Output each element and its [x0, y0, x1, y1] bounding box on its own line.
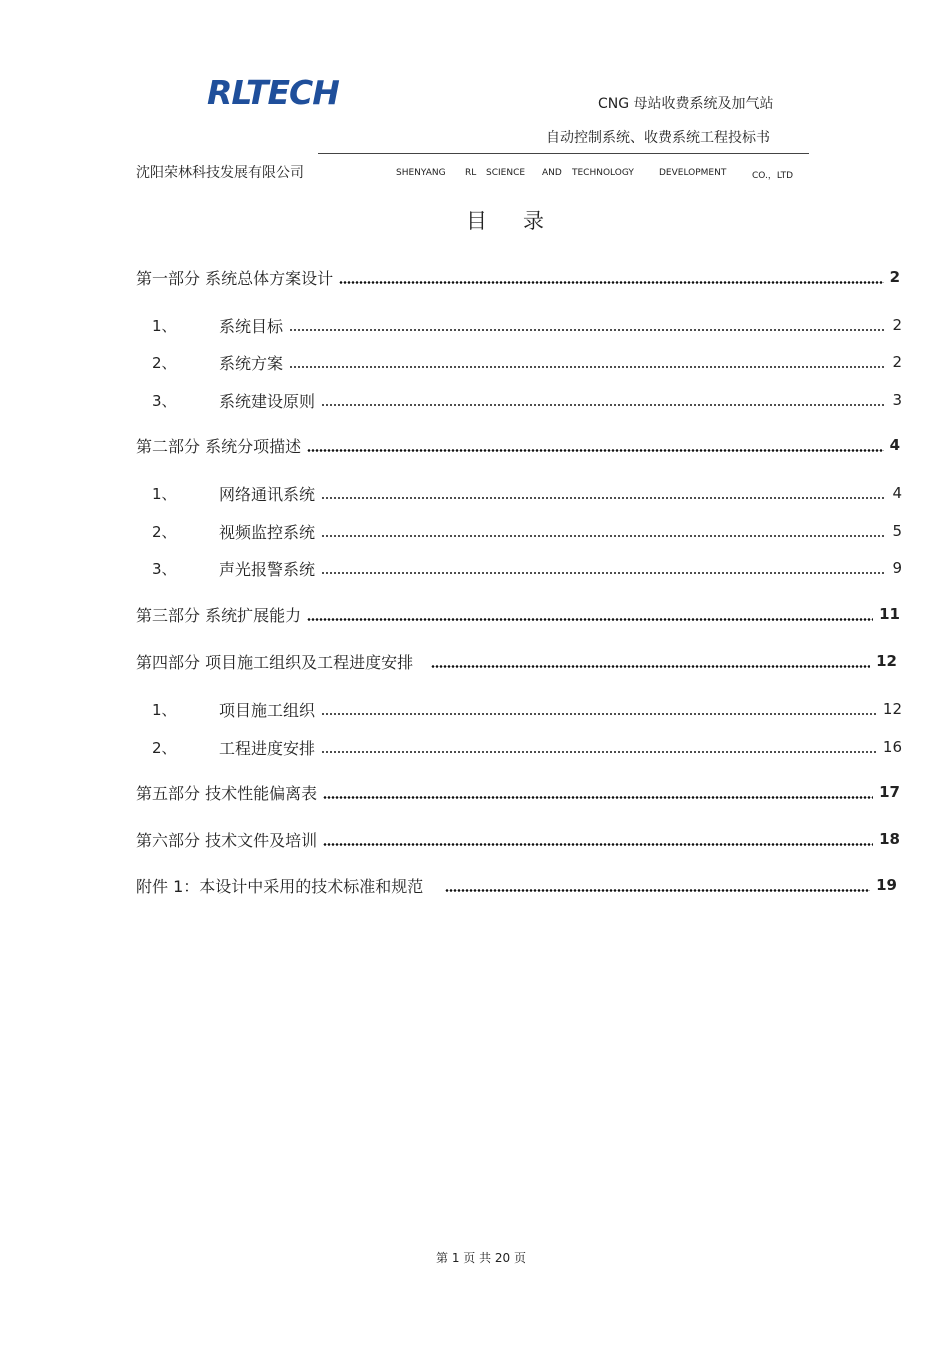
- toc-page-number: 2: [892, 316, 902, 334]
- toc-page-number: 16: [882, 738, 902, 756]
- toc-entry-label: 第一部分 系统总体方案设计: [136, 268, 334, 288]
- company-name-en-word: CO.，LTD: [752, 171, 794, 181]
- toc-entry-number: 2、: [152, 353, 177, 372]
- page-footer: 第 1 页 共 20 页: [436, 1251, 526, 1265]
- toc-entry-part[interactable]: [136, 266, 900, 288]
- toc-entry-label: 系统目标: [219, 316, 284, 336]
- toc-page-number: 2: [892, 353, 902, 371]
- toc-page-number: 2: [889, 268, 900, 286]
- toc-entry-section[interactable]: [152, 389, 902, 411]
- toc-entry-section[interactable]: [152, 520, 902, 542]
- dot-leader: [321, 713, 877, 715]
- dot-leader: [321, 497, 886, 499]
- toc-entry-section[interactable]: [152, 736, 902, 758]
- toc-page-number: 17: [879, 783, 900, 801]
- toc-title: 目录: [466, 209, 580, 233]
- dot-leader: [323, 843, 873, 846]
- toc-entry-number: 3、: [152, 391, 177, 410]
- dot-leader: [321, 535, 886, 537]
- toc-entry-part[interactable]: [136, 650, 897, 672]
- toc-entry-part[interactable]: [136, 781, 900, 803]
- toc-page-number: 12: [882, 700, 902, 718]
- dot-leader: [307, 618, 873, 621]
- dot-leader: [323, 796, 873, 799]
- toc-entry-label: 第六部分 技术文件及培训: [136, 830, 318, 850]
- toc-entry-section[interactable]: [152, 557, 902, 579]
- company-name-cn: 沈阳荣林科技发展有限公司: [136, 165, 304, 181]
- toc-entry-number: 2、: [152, 522, 177, 541]
- toc-entry-number: 3、: [152, 559, 177, 578]
- toc-entry-label: 工程进度安排: [219, 738, 316, 758]
- toc-entry-label: 第三部分 系统扩展能力: [136, 605, 302, 625]
- toc-entry-label: 声光报警系统: [219, 559, 316, 579]
- toc-entry-section[interactable]: [152, 698, 902, 720]
- toc-page-number: 4: [892, 484, 902, 502]
- toc-entry-number: 1、: [152, 484, 177, 503]
- dot-leader: [321, 572, 886, 574]
- toc-entry-part[interactable]: [136, 434, 900, 456]
- toc-page-number: 19: [876, 876, 897, 894]
- toc-page-number: 11: [879, 605, 900, 623]
- toc-page-number: 3: [892, 391, 902, 409]
- toc-entry-section[interactable]: [152, 482, 902, 504]
- toc-page-number: 9: [892, 559, 902, 577]
- dot-leader: [431, 665, 870, 668]
- dot-leader: [339, 281, 883, 284]
- toc-entry-label: 项目施工组织: [219, 700, 316, 720]
- toc-entry-label: 系统建设原则: [219, 391, 316, 411]
- toc-entry-label: 第二部分 系统分项描述: [136, 436, 302, 456]
- toc-entry-label: 附件 1：本设计中采用的技术标准和规范: [136, 876, 424, 896]
- company-name-en-word: RL: [465, 168, 477, 178]
- dot-leader: [307, 449, 883, 452]
- toc-entry-part[interactable]: [136, 828, 900, 850]
- toc-entry-section[interactable]: [152, 314, 902, 336]
- company-logo: RLTECH: [207, 73, 339, 112]
- toc-entry-label: 网络通讯系统: [219, 484, 316, 504]
- toc-entry-number: 1、: [152, 316, 177, 335]
- toc-entry-label: 第五部分 技术性能偏离表: [136, 783, 318, 803]
- toc-entry-section[interactable]: [152, 351, 902, 373]
- toc-entry-label: 系统方案: [219, 353, 284, 373]
- company-name-en-word: AND: [542, 168, 562, 178]
- dot-leader: [289, 366, 886, 368]
- company-name-en-word: SHENYANG: [396, 168, 446, 178]
- company-name-en-word: TECHNOLOGY: [572, 168, 634, 178]
- toc-entry-appendix[interactable]: [136, 874, 897, 896]
- toc-entry-part[interactable]: [136, 603, 900, 625]
- toc-page-number: 12: [876, 652, 897, 670]
- toc-entry-number: 1、: [152, 700, 177, 719]
- dot-leader: [289, 329, 886, 331]
- toc-page-number: 18: [879, 830, 900, 848]
- toc-page-number: 4: [889, 436, 900, 454]
- toc-entry-label: 视频监控系统: [219, 522, 316, 542]
- toc-page-number: 5: [892, 522, 902, 540]
- company-name-en-word: DEVELOPMENT: [659, 168, 727, 178]
- header-title-line2: 自动控制系统、收费系统工程投标书: [546, 130, 770, 146]
- dot-leader: [321, 404, 886, 406]
- dot-leader: [445, 889, 870, 892]
- toc-entry-label: 第四部分 项目施工组织及工程进度安排: [136, 652, 414, 672]
- dot-leader: [321, 751, 877, 753]
- toc-entry-number: 2、: [152, 738, 177, 757]
- header-title-line1: CNG 母站收费系统及加气站: [598, 96, 774, 112]
- header-divider: [318, 153, 809, 154]
- company-name-en-word: SCIENCE: [486, 168, 526, 178]
